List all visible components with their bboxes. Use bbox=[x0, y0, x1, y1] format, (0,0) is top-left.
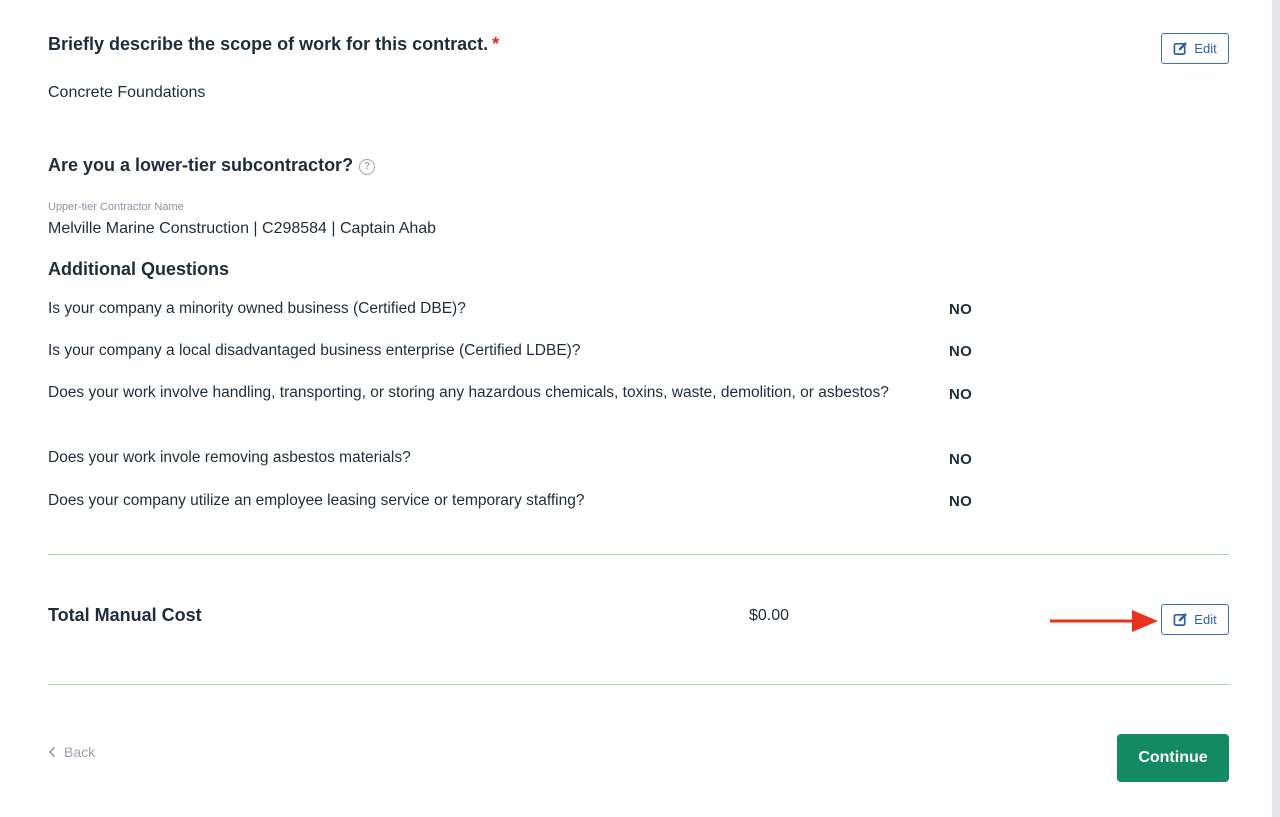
continue-button[interactable]: Continue bbox=[1117, 734, 1229, 782]
total-edit-button[interactable] bbox=[1161, 604, 1229, 635]
subcontractor-question-text: Are you a lower-tier subcontractor? bbox=[48, 155, 354, 175]
additional-answer-1: NO bbox=[949, 301, 973, 318]
additional-answer-2: NO bbox=[949, 343, 973, 360]
edit-icon bbox=[1173, 612, 1188, 627]
additional-questions-title: Additional Questions bbox=[48, 259, 230, 279]
edit-icon bbox=[1173, 41, 1188, 56]
additional-question-5: Does your company utilize an employee leasing service or temporary staffing? bbox=[48, 492, 585, 509]
scope-question-text: Briefly describe the scope of work for this contract. bbox=[48, 34, 489, 54]
additional-answer-3: NO bbox=[949, 386, 973, 403]
total-manual-cost-value: $0.00 bbox=[749, 607, 790, 624]
additional-question-4: Does your work invole removing asbestos materials? bbox=[48, 449, 411, 466]
additional-question-1: Is your company a minority owned business (Certified DBE)? bbox=[48, 300, 466, 317]
additional-question-2: Is your company a local disadvantaged business enterprise (Certified LDBE)? bbox=[48, 342, 581, 359]
scope-question-title bbox=[48, 34, 499, 55]
section-divider-top bbox=[48, 554, 1229, 555]
help-circle-icon[interactable]: ? bbox=[359, 159, 375, 175]
total-edit-label: Edit bbox=[1194, 612, 1217, 627]
total-manual-cost-label: Total Manual Cost bbox=[48, 605, 202, 625]
additional-question-3: Does your work involve handling, transporting, or storing any hazardous chemicals, toxins, waste, demolition, or asbestos? bbox=[48, 384, 889, 401]
upper-tier-contractor-value: Melville Marine Construction | C298584 | Captain Ahab bbox=[48, 220, 437, 237]
scope-answer: Concrete Foundations bbox=[48, 84, 206, 101]
subcontractor-question-title bbox=[48, 155, 375, 176]
chevron-left-icon bbox=[48, 746, 56, 758]
additional-answer-4: NO bbox=[949, 451, 973, 468]
scope-edit-label: Edit bbox=[1194, 41, 1217, 56]
upper-tier-contractor-label: Upper-tier Contractor Name bbox=[48, 201, 184, 213]
section-divider-bottom bbox=[48, 684, 1229, 685]
scrollbar-track[interactable] bbox=[1272, 0, 1280, 817]
back-label: Back bbox=[64, 744, 96, 760]
additional-answer-5: NO bbox=[949, 493, 973, 510]
scope-edit-button[interactable] bbox=[1161, 33, 1229, 64]
required-marker: * bbox=[492, 34, 500, 54]
back-link[interactable] bbox=[48, 744, 95, 760]
arrow-right-icon bbox=[1048, 608, 1160, 634]
